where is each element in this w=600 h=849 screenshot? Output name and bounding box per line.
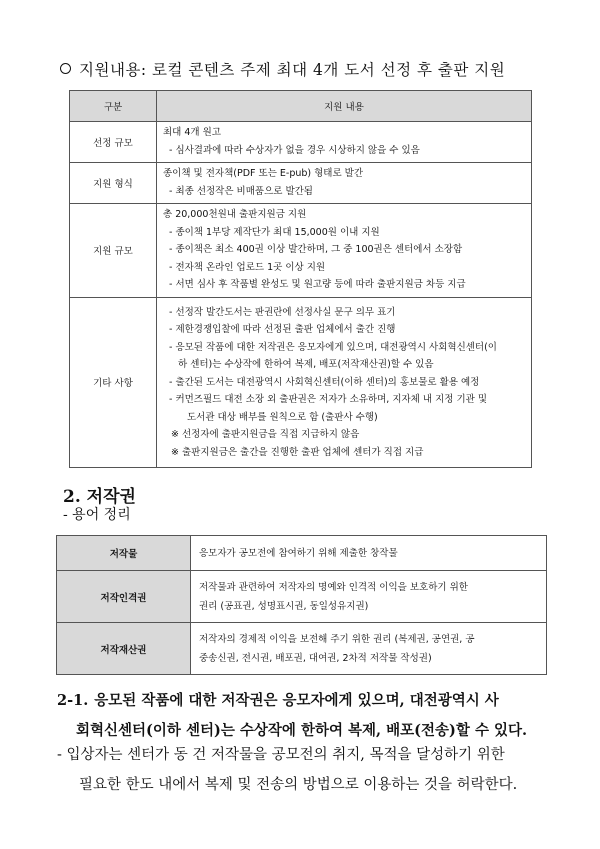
- content-line: ※ 선정자에 출판지원금을 직접 지급하지 않음: [171, 429, 360, 440]
- definition-line: 저작자의 경제적 이익을 보전해 주기 위한 권리 (복제권, 공연권, 공: [199, 633, 475, 645]
- paragraph-line: - 입상자는 센터가 동 건 저작물을 공모전의 취지, 목적을 달성하기 위한: [57, 747, 505, 763]
- content-line: - 종이책은 최소 400권 이상 발간하며, 그 중 100권은 센터에서 소장함: [169, 244, 463, 255]
- content-line: 도서관 대상 배부를 원칙으로 함 (출판사 수행): [187, 411, 378, 423]
- row-content: [157, 297, 532, 468]
- content-line: - 제한경쟁입찰에 따라 선정된 출판 업체에서 출간 진행: [169, 324, 396, 335]
- paragraph-number: 2-1.: [57, 692, 89, 709]
- table-row: [70, 163, 532, 204]
- header-content: 지원 내용: [157, 91, 532, 122]
- table-row: [57, 623, 547, 675]
- row-content: [157, 204, 532, 298]
- row-label: 지원 형식: [70, 163, 157, 204]
- circle-bullet-icon: [60, 63, 71, 74]
- row-label: 지원 규모: [70, 204, 157, 298]
- content-line: - 출간된 도서는 대전광역시 사회혁신센터(이하 센터)의 홍보물로 활용 예정: [169, 376, 480, 388]
- content-line: ※ 출판지원금은 출간을 진행한 출판 업체에 센터가 직접 지급: [171, 446, 424, 458]
- paragraph-text: 응모된 작품에 대한 저작권은 응모자에게 있으며, 대전광역시 사: [94, 692, 499, 709]
- row-content: [157, 122, 532, 163]
- row-label: 선정 규모: [70, 122, 157, 163]
- term-definition: [191, 536, 547, 571]
- content-line: 하 센터)는 수상작에 한하여 복제, 배포(저작재산권)할 수 있음: [178, 359, 434, 370]
- section-title: 지원내용: 로컬 콘텐츠 주제 최대 4개 도서 선정 후 출판 지원: [79, 61, 506, 79]
- content-line: 종이책 및 전자책(PDF 또는 E-pub) 형태로 발간: [163, 168, 364, 179]
- definition-line: 응모자가 공모전에 참여하기 위해 제출한 창작물: [199, 547, 398, 559]
- content-line: 최대 4개 원고: [163, 127, 221, 138]
- paragraph-2-1: [57, 686, 547, 746]
- table-row: [57, 571, 547, 623]
- row-content: [157, 163, 532, 204]
- content-line: - 커먼즈필드 대전 소장 외 출판권은 저자가 소유하며, 지자체 내 지정 기관 및: [169, 394, 487, 405]
- table-row: [70, 204, 532, 298]
- paragraph-line: [57, 686, 547, 716]
- section-2-title: 2. 저작권: [63, 487, 136, 507]
- paragraph-line: 필요한 한도 내에서 복제 및 전송의 방법으로 이용하는 것을 허락한다.: [79, 777, 518, 793]
- support-table: [69, 90, 532, 468]
- term-definition: [191, 623, 547, 675]
- term-label: 저작재산권: [57, 623, 191, 675]
- content-line: - 최종 선정작은 비매품으로 발간됨: [169, 185, 313, 197]
- definition-line: 중송신권, 전시권, 배포권, 대여권, 2차적 저작물 작성권): [199, 652, 432, 664]
- section-heading: [60, 58, 505, 80]
- content-line: - 응모된 작품에 대한 저작권은 응모자에게 있으며, 대전광역시 사회혁신센터(이: [169, 341, 497, 353]
- definition-line: 권리 (공표권, 성명표시권, 동일성유지권): [199, 600, 369, 612]
- section-2-subtitle: - 용어 정리: [63, 507, 131, 523]
- table-row: [57, 536, 547, 571]
- term-label: 저작물: [57, 536, 191, 571]
- content-line: - 선정작 발간도서는 판권란에 선정사실 문구 의무 표기: [169, 306, 396, 318]
- header-category: 구분: [70, 91, 157, 122]
- term-label: 저작인격권: [57, 571, 191, 623]
- paragraph-2-1-note: [57, 740, 547, 800]
- content-line: - 심사결과에 따라 수상자가 없을 경우 시상하지 않을 수 있음: [169, 144, 420, 156]
- row-label: 기타 사항: [70, 297, 157, 468]
- table-row: [70, 297, 532, 468]
- content-line: 총 20,000천원내 출판지원금 지원: [163, 209, 307, 220]
- content-line: - 서면 심사 후 작품별 완성도 및 원고량 등에 따라 출판지원금 차등 지급: [169, 279, 466, 290]
- paragraph-line: 회혁신센터(이하 센터)는 수상작에 한하여 복제, 배포(전송)할 수 있다.: [76, 722, 528, 739]
- table-header-row: [70, 91, 532, 122]
- definition-line: 저작물과 관련하여 저작자의 명예와 인격적 이익을 보호하기 위한: [199, 581, 468, 593]
- term-definition: [191, 571, 547, 623]
- terms-table: [56, 535, 547, 675]
- table-row: [70, 122, 532, 163]
- content-line: - 전자책 온라인 업로드 1곳 이상 지원: [169, 261, 326, 273]
- content-line: - 종이책 1부당 제작단가 최대 15,000원 이내 지원: [169, 226, 380, 238]
